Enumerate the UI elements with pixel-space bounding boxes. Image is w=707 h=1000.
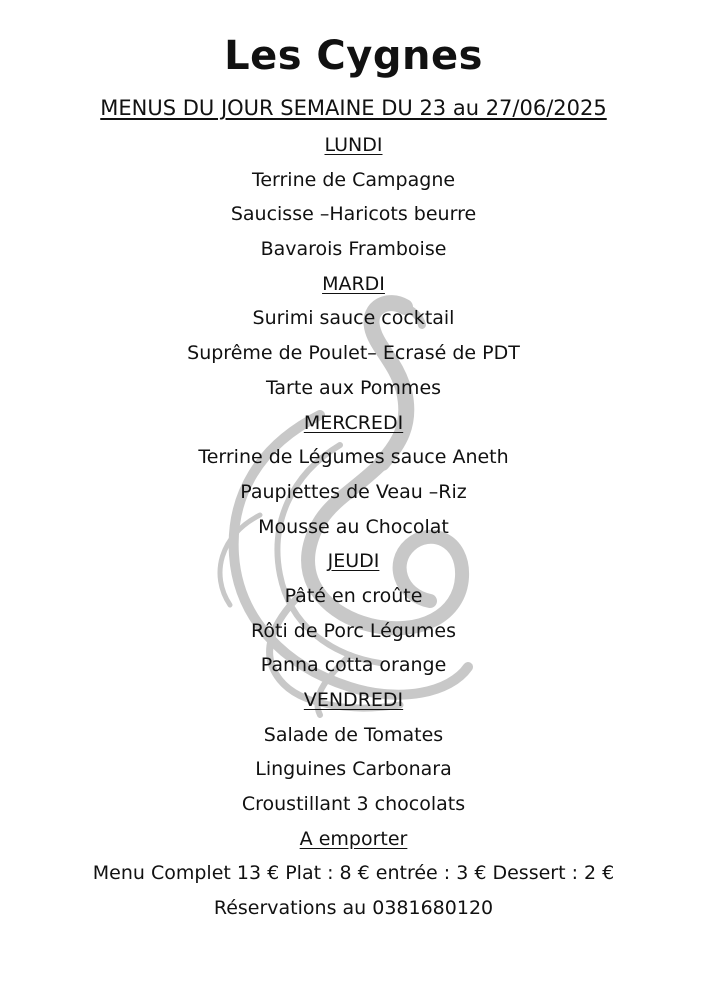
dish-item: Panna cotta orange — [260, 654, 447, 677]
reservation-phone: Réservations au 0381680120 — [213, 897, 494, 920]
menu-week-heading: MENUS DU JOUR SEMAINE DU 23 au 27/06/2025 — [100, 96, 607, 120]
dish-item: Bavarois Framboise — [260, 238, 447, 261]
day-heading-vendredi: VENDREDI — [303, 689, 404, 711]
day-heading-jeudi: JEUDI — [327, 550, 380, 573]
dish-item: Linguines Carbonara — [255, 758, 452, 781]
dish-item: Terrine de Campagne — [251, 168, 456, 191]
dish-item: Mousse au Chocolat — [258, 515, 449, 538]
day-heading-mardi: MARDI — [322, 272, 385, 295]
weekly-menu — [0, 128, 707, 926]
dish-item: Pâté en croûte — [284, 584, 423, 607]
dish-item: Surimi sauce cocktail — [252, 307, 455, 330]
takeaway-heading: A emporter — [299, 827, 408, 850]
day-heading-mercredi: MERCREDI — [303, 411, 404, 434]
dish-item: Croustillant 3 chocolats — [241, 793, 466, 816]
dish-item: Suprême de Poulet– Ecrasé de PDT — [187, 342, 520, 365]
dish-item: Tarte aux Pommes — [265, 376, 442, 399]
dish-item: Saucisse –Haricots beurre — [230, 203, 477, 226]
restaurant-title: Les Cygnes — [224, 33, 483, 79]
day-heading-lundi: LUNDI — [324, 134, 383, 156]
takeaway-prices: Menu Complet 13 € Plat : 8 € entrée : 3 € Dessert : 2 € — [92, 862, 615, 885]
dish-item: Salade de Tomates — [263, 723, 444, 746]
dish-item: Paupiettes de Veau –Riz — [240, 480, 467, 503]
dish-item: Rôti de Porc Légumes — [251, 619, 456, 642]
dish-item: Terrine de Légumes sauce Aneth — [198, 446, 509, 469]
